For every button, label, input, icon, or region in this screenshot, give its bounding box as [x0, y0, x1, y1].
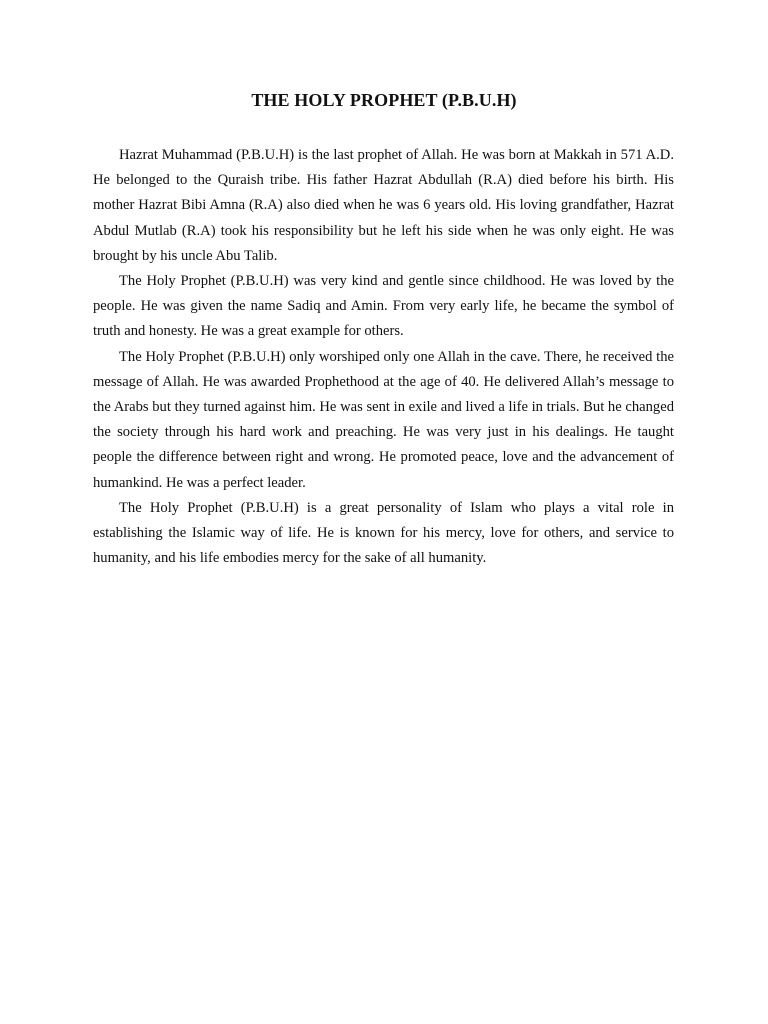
paragraph-3: The Holy Prophet (P.B.U.H) only worshiped only one Allah in the cave. There, he received the message of Allah. He was awarded Prophethood at the age of 40. He delivered Allah’s message to the Arabs but they turned against him. He was sent in exile and lived a life in trials. But he changed the society through his hard work and preaching. He was very just in his dealings. He taught people the difference between right and wrong. He promoted peace, love and the advancement of humankind. He was a perfect leader.: [93, 348, 674, 491]
document-title: THE HOLY PROPHET (P.B.U.H): [251, 90, 517, 110]
paragraph-1: Hazrat Muhammad (P.B.U.H) is the last prophet of Allah. He was born at Makkah in 571 A.D. He belonged to the Quraish tribe. His father Hazrat Abdullah (R.A) died before his birth. His mother Hazrat Bibi Amna (R.A) also died when he was 6 years old. His loving grandfather, Hazrat Abdul Mutlab (R.A) took his responsibility but he left his side when he was only eight. He was brought by his uncle Abu Talib.: [93, 147, 674, 264]
paragraph-2: The Holy Prophet (P.B.U.H) was very kind and gentle since childhood. He was loved by the people. He was given the name Sadiq and Amin. From very early life, he became the symbol of truth and honesty. He was a great example for others.: [93, 273, 674, 340]
document-body: [93, 143, 674, 571]
paragraph-4: The Holy Prophet (P.B.U.H) is a great personality of Islam who plays a vital role in establishing the Islamic way of life. He is known for his mercy, love for others, and service to humanity, and his life embodies mercy for the sake of all humanity.: [93, 499, 674, 567]
